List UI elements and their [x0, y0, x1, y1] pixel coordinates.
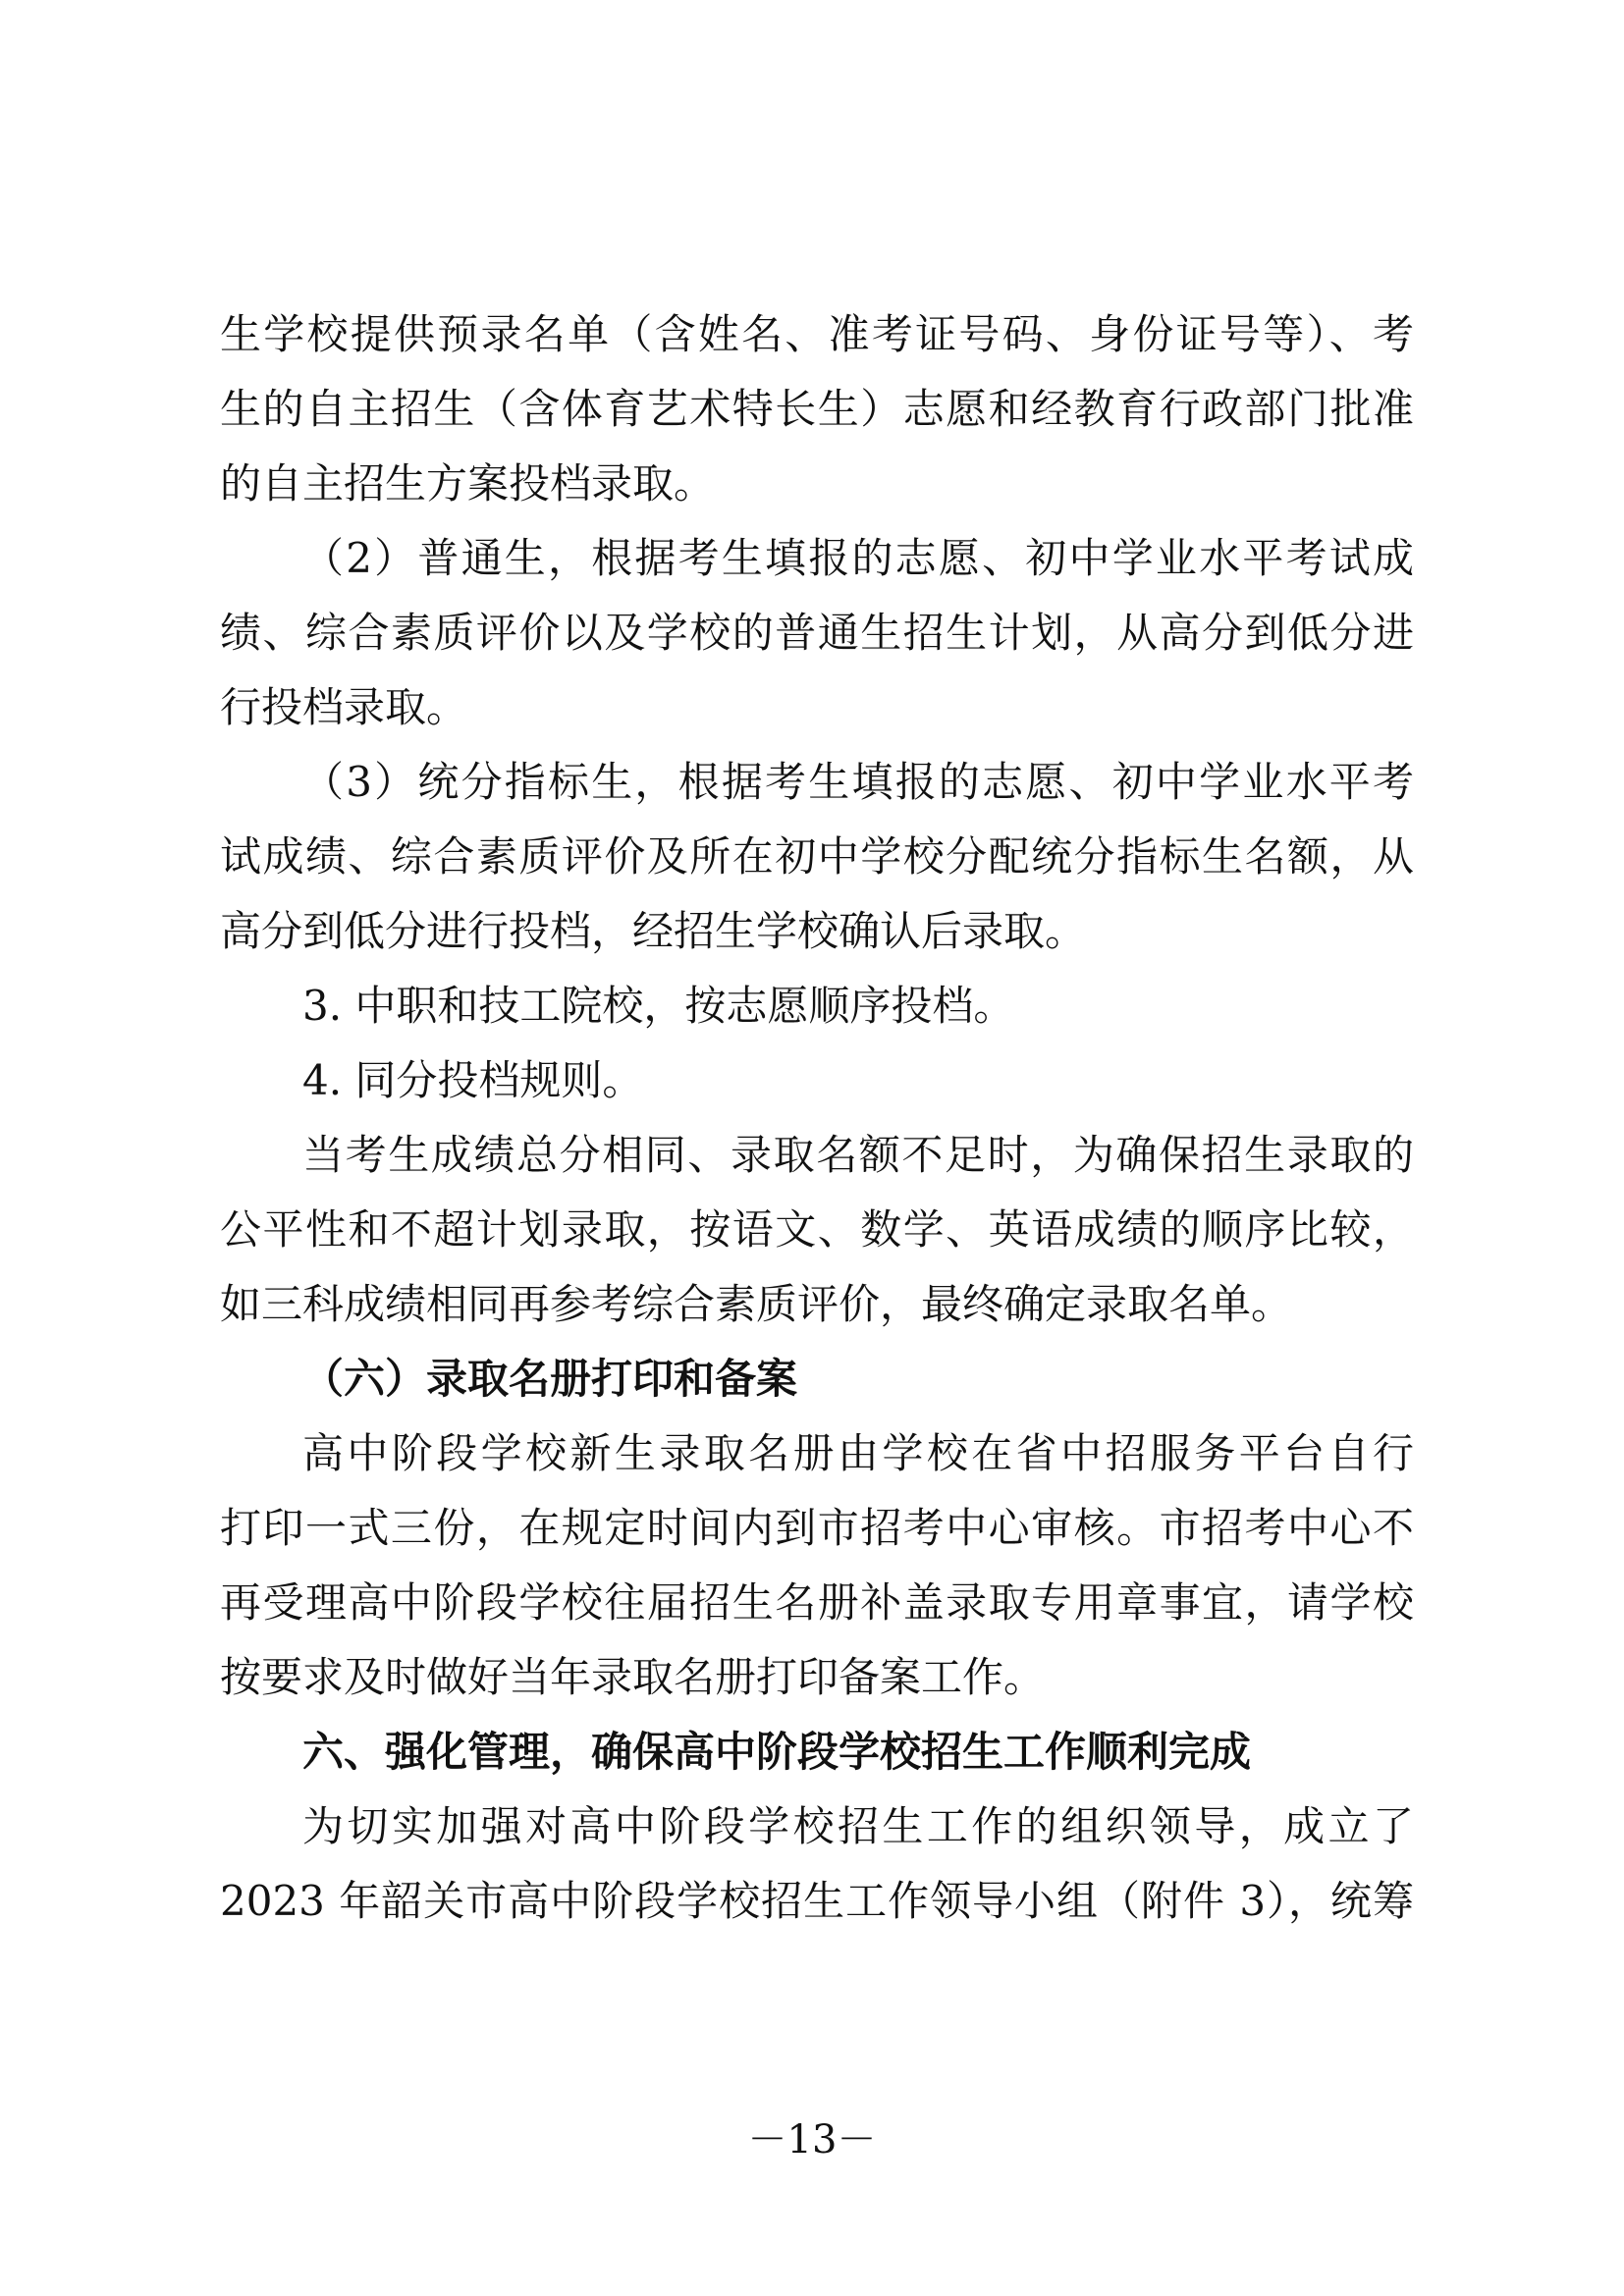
- paragraph-line-3: 的自主招生方案投档录取。: [220, 459, 716, 507]
- paragraph-line-6: 行投档录取。: [220, 683, 468, 731]
- paragraph-line-11: 4. 同分投档规则。: [302, 1056, 644, 1104]
- page-number: －13－: [747, 2117, 877, 2163]
- section-subheading: （六）录取名册打印和备案: [302, 1355, 798, 1403]
- paragraph-line-8: 试成绩、综合素质评价及所在初中学校分配统分指标生名额，从: [220, 832, 1414, 881]
- paragraph-line-5: 绩、综合素质评价以及学校的普通生招生计划，从高分到低分进: [220, 609, 1414, 657]
- paragraph-line-18: 再受理高中阶段学校往届招生名册补盖录取专用章事宜，请学校: [220, 1578, 1414, 1627]
- paragraph-line-16: 高中阶段学校新生录取名册由学校在省中招服务平台自行: [302, 1429, 1414, 1477]
- paragraph-line-9: 高分到低分进行投档，经招生学校确认后录取。: [220, 907, 1087, 955]
- paragraph-line-10: 3. 中职和技工院校，按志愿顺序投档。: [302, 982, 1015, 1030]
- paragraph-line-21: 为切实加强对高中阶段学校招生工作的组织领导，成立了: [302, 1802, 1414, 1850]
- paragraph-line-17: 打印一式三份，在规定时间内到市招考中心审核。市招考中心不: [220, 1504, 1414, 1552]
- paragraph-line-12: 当考生成绩总分相同、录取名额不足时，为确保招生录取的: [302, 1131, 1414, 1179]
- paragraph-line-14: 如三科成绩相同再参考综合素质评价，最终确定录取名单。: [220, 1280, 1293, 1328]
- paragraph-line-1: 生学校提供预录名单（含姓名、准考证号码、身份证号等）、考: [220, 310, 1414, 358]
- paragraph-line-13: 公平性和不超计划录取，按语文、数学、英语成绩的顺序比较，: [220, 1205, 1414, 1254]
- paragraph-line-7: （3）统分指标生，根据考生填报的志愿、初中学业水平考: [302, 758, 1414, 806]
- paragraph-line-2: 生的自主招生（含体育艺术特长生）志愿和经教育行政部门批准: [220, 385, 1414, 433]
- paragraph-line-4: （2）普通生，根据考生填报的志愿、初中学业水平考试成: [302, 534, 1414, 582]
- paragraph-line-22: 2023 年韶关市高中阶段学校招生工作领导小组（附件 3），统筹: [220, 1877, 1414, 1925]
- paragraph-line-19: 按要求及时做好当年录取名册打印备案工作。: [220, 1653, 1046, 1701]
- section-heading: 六、强化管理，确保高中阶段学校招生工作顺利完成: [302, 1728, 1252, 1776]
